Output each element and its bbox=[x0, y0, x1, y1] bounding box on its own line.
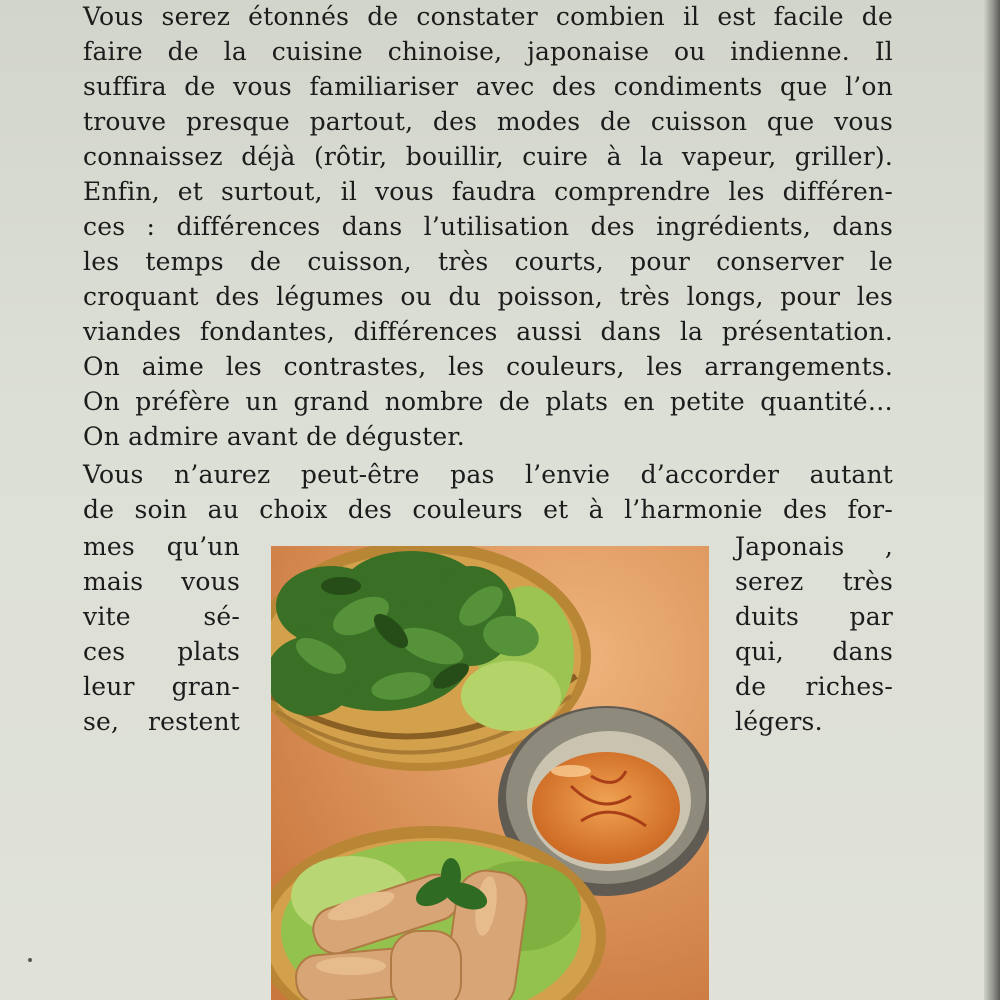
right-column-line-5: de riches- bbox=[735, 672, 893, 701]
text-line-11: On aime les contrastes, les couleurs, les arrangements. bbox=[83, 352, 893, 381]
text-line-4: trouve presque partout, des modes de cuisson que vous bbox=[83, 107, 893, 136]
text-line-8: les temps de cuisson, très courts, pour conserver le bbox=[83, 247, 893, 276]
right-column-line-4: qui, dans bbox=[735, 637, 893, 666]
right-column-line-6: légers. bbox=[735, 707, 823, 736]
right-column-line-2: serez très bbox=[735, 567, 893, 596]
left-column-line-1: mes qu’un bbox=[83, 532, 240, 561]
text-line-6: Enfin, et surtout, il vous faudra comprendre les différen- bbox=[83, 177, 893, 206]
text-line-14: Vous n’aurez peut-être pas l’envie d’accorder autant bbox=[83, 460, 893, 489]
right-column-line-1: Japonais , bbox=[735, 532, 893, 561]
text-line-10: viandes fondantes, différences aussi dans la présentation. bbox=[83, 317, 893, 346]
left-column-line-5: leur gran- bbox=[83, 672, 240, 701]
left-column-line-3: vite sé- bbox=[83, 602, 240, 631]
text-line-7: ces : différences dans l’utilisation des ingrédients, dans bbox=[83, 212, 893, 241]
text-line-3: suffira de vous familiariser avec des condiments que l’on bbox=[83, 72, 893, 101]
text-line-12: On préfère un grand nombre de plats en petite quantité… bbox=[83, 387, 893, 416]
right-column-line-3: duits par bbox=[735, 602, 893, 631]
left-column-line-2: mais vous bbox=[83, 567, 240, 596]
text-line-2: faire de la cuisine chinoise, japonaise ou indienne. Il bbox=[83, 37, 893, 66]
left-column-line-4: ces plats bbox=[83, 637, 240, 666]
page-edge-shadow bbox=[984, 0, 1000, 1000]
food-photo-illustration bbox=[271, 546, 709, 1000]
text-line-9: croquant des légumes ou du poisson, très longs, pour les bbox=[83, 282, 893, 311]
text-line-13: On admire avant de déguster. bbox=[83, 422, 465, 451]
text-line-5: connaissez déjà (rôtir, bouillir, cuire à la vapeur, griller). bbox=[83, 142, 893, 171]
food-photo bbox=[271, 546, 709, 1000]
left-column-line-6: se, restent bbox=[83, 707, 240, 736]
paper-speck bbox=[28, 958, 32, 962]
text-line-1: Vous serez étonnés de constater combien il est facile de bbox=[83, 2, 893, 31]
text-line-15: de soin au choix des couleurs et à l’harmonie des for- bbox=[83, 495, 893, 524]
